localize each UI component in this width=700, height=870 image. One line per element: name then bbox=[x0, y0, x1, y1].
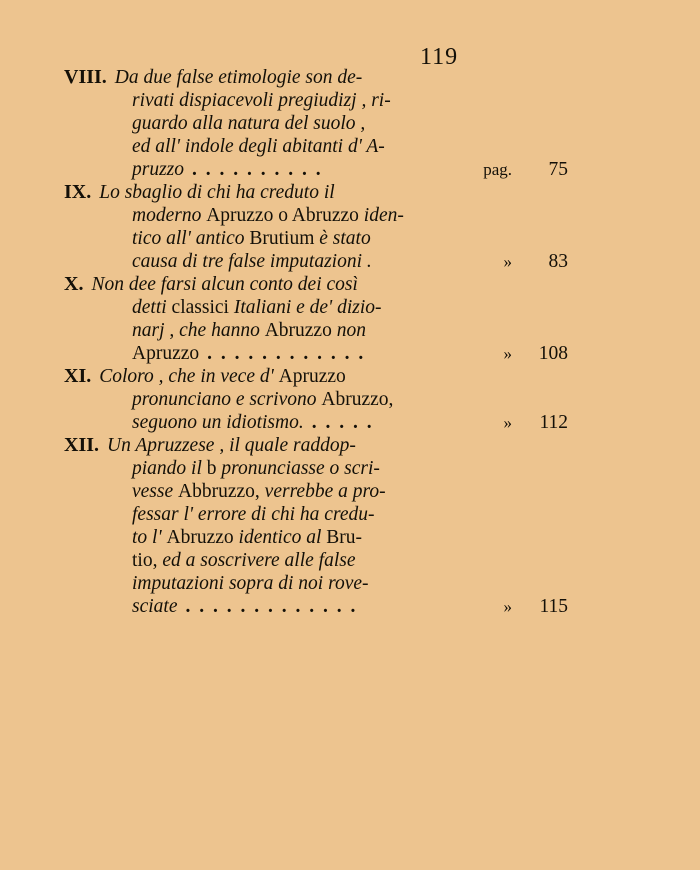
entry-text: Abruzzo bbox=[166, 527, 239, 548]
toc-entry-line bbox=[64, 204, 504, 227]
toc-entry-line bbox=[64, 181, 504, 204]
leader-dots: . . . . . . . . . . . . bbox=[207, 343, 366, 364]
toc-entry-line bbox=[64, 549, 504, 572]
entry-text: to l' bbox=[132, 527, 167, 548]
toc-entry-line bbox=[64, 66, 504, 89]
page-marker: » bbox=[503, 252, 512, 271]
entry-text: imputazioni sopra di noi rove- bbox=[132, 573, 369, 594]
entry-text: Non dee farsi alcun conto dei così bbox=[91, 274, 358, 295]
toc-entry-line bbox=[64, 434, 504, 457]
toc-entry-line bbox=[64, 365, 504, 388]
entry-text: piando il bbox=[132, 458, 207, 479]
page-marker: » bbox=[503, 344, 512, 363]
entry-text: moderno bbox=[132, 205, 207, 226]
page-marker: » bbox=[503, 413, 512, 432]
entry-text: pronunciano e scrivono bbox=[132, 389, 322, 410]
leader-dots: . . . . . bbox=[311, 412, 374, 433]
toc-entry-last-line bbox=[64, 250, 568, 273]
entry-text: verrebbe a pro- bbox=[264, 481, 386, 502]
toc-entry-last-line bbox=[64, 342, 568, 365]
chapter-numeral: IX. bbox=[64, 181, 92, 203]
page-number: 119 bbox=[420, 44, 459, 70]
entry-text: ed all' indole degli abitanti d' A- bbox=[132, 136, 385, 157]
toc-entry-line bbox=[64, 135, 504, 158]
chapter-numeral: VIII. bbox=[64, 66, 107, 88]
entry-text: è stato bbox=[319, 228, 371, 249]
chapter-numeral: X. bbox=[64, 273, 84, 295]
entry-text: guardo alla natura del suolo , bbox=[132, 113, 366, 134]
entry-text: classici bbox=[171, 297, 234, 318]
toc-entry-line bbox=[64, 319, 504, 342]
toc-entry-line bbox=[64, 572, 504, 595]
toc-entry-line bbox=[64, 480, 504, 503]
entry-text: ed a soscrivere alle false bbox=[162, 550, 356, 571]
entry-text: Italiani e de' dizio- bbox=[233, 297, 382, 318]
toc-entry-line bbox=[64, 503, 504, 526]
toc-entry-last-line bbox=[64, 411, 568, 434]
entry-text: seguono un idiotismo. bbox=[132, 412, 304, 433]
entry-text: Apruzzo bbox=[278, 366, 346, 387]
entry-text: pronunciasse o scri- bbox=[221, 458, 380, 479]
toc-entry-line bbox=[64, 296, 504, 319]
entry-text: b bbox=[206, 458, 222, 479]
toc-entry bbox=[64, 66, 568, 181]
toc-entry-last-line bbox=[64, 595, 568, 618]
toc-entry-line bbox=[64, 89, 504, 112]
toc-entry-line bbox=[64, 388, 504, 411]
leader-dots: . . . . . . . . . . bbox=[192, 159, 323, 180]
entry-text: Apruzzo o Abruzzo bbox=[206, 205, 364, 226]
entry-text: tio, bbox=[132, 550, 163, 571]
entry-text: Lo sbaglio di chi ha creduto il bbox=[99, 182, 335, 203]
toc-entry bbox=[64, 273, 568, 365]
chapter-numeral: XI. bbox=[64, 365, 92, 387]
entry-text: rivati dispiacevoli pregiudizj , ri- bbox=[132, 90, 391, 111]
toc-entry-line bbox=[64, 457, 504, 480]
page-reference: 75 bbox=[548, 159, 568, 180]
entry-text: tico all' antico bbox=[132, 228, 250, 249]
toc-entry-last-line bbox=[64, 158, 568, 181]
entry-text: sciate bbox=[132, 596, 178, 617]
entry-text: iden- bbox=[363, 205, 404, 226]
entry-text: Un Apruzzese , il quale raddop- bbox=[107, 435, 356, 456]
entry-text: pruzzo bbox=[132, 159, 185, 180]
page-reference: 83 bbox=[548, 251, 568, 272]
entry-text: identico al bbox=[238, 527, 327, 548]
entry-text: fessar l' errore di chi ha credu- bbox=[132, 504, 375, 525]
page-reference: 112 bbox=[539, 412, 568, 433]
entry-text: narj , che hanno bbox=[132, 320, 265, 341]
entry-text: Bru- bbox=[326, 527, 363, 548]
entry-text: non bbox=[336, 320, 366, 341]
page-reference: 115 bbox=[539, 596, 568, 617]
entry-text: Apruzzo bbox=[132, 343, 200, 364]
chapter-numeral: XII. bbox=[64, 434, 100, 456]
leader-dots: . . . . . . . . . . . . . bbox=[185, 596, 358, 617]
page-marker: » bbox=[503, 597, 512, 616]
entry-text: Da due false etimologie son de- bbox=[114, 67, 363, 88]
page-marker: pag. bbox=[483, 160, 512, 179]
toc-entry-line bbox=[64, 273, 504, 296]
toc-entry bbox=[64, 181, 568, 273]
entry-text: Abbruzzo, bbox=[178, 481, 265, 502]
entry-text: Coloro , che in vece d' bbox=[99, 366, 279, 387]
toc-entry-line bbox=[64, 112, 504, 135]
toc-entry-line bbox=[64, 227, 504, 250]
entry-text: vesse bbox=[132, 481, 179, 502]
toc-entry bbox=[64, 434, 568, 618]
entry-text: Abruzzo bbox=[264, 320, 337, 341]
entry-text: Abruzzo, bbox=[321, 389, 394, 410]
entry-text: causa di tre false imputazioni . bbox=[132, 251, 372, 272]
entry-text: detti bbox=[132, 297, 172, 318]
toc-entry-line bbox=[64, 526, 504, 549]
toc-entry bbox=[64, 365, 568, 434]
entry-text: Brutium bbox=[249, 228, 320, 249]
table-of-contents bbox=[64, 66, 568, 618]
page-reference: 108 bbox=[538, 343, 568, 364]
